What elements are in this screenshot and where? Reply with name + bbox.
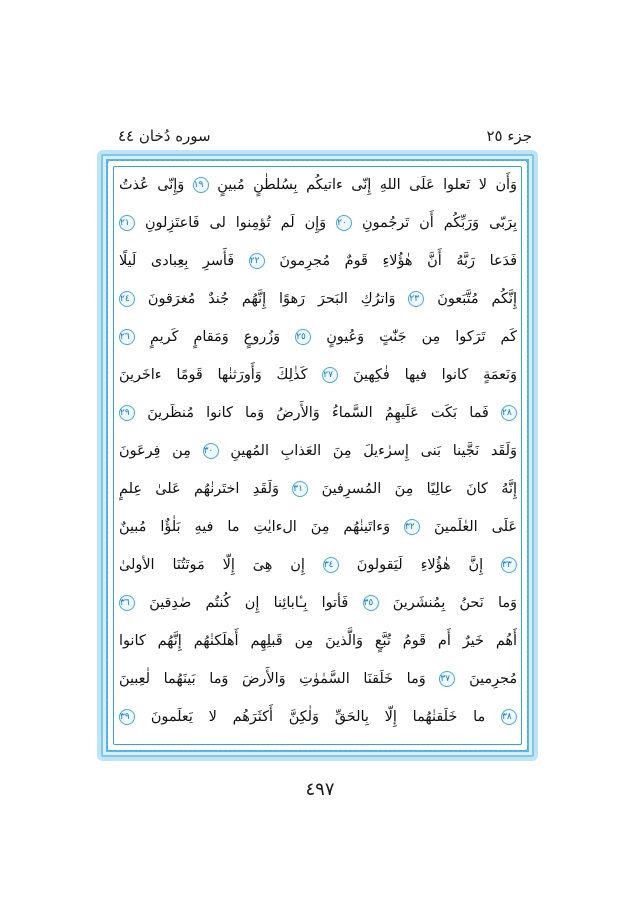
text-line <box>119 208 517 238</box>
text-line <box>119 512 517 542</box>
verse-text: وَأَن لا تَعلوا عَلَى اللهِ إِنّى ءاتيكُم بِسُلطٰنٍ مُبينٍ <box>217 177 517 193</box>
verse-text: وَما خَلَقنَا السَّمٰوٰتِ وَالأَرضَ وَما بَينَهُما لٰعِبينَ <box>119 671 426 687</box>
quran-text-panel <box>119 170 517 743</box>
ayah-marker: ٣٤ <box>323 557 339 573</box>
verse-text: وَنَعمَةٍ كانوا فيها فٰكِهينَ <box>353 367 517 383</box>
verse-text: كَذٰلِكَ وَأَورَثنٰها قَومًا ءاخَرينَ <box>119 367 308 383</box>
ayah-marker: ٣٥ <box>363 595 379 611</box>
verse-text: كَم تَرَكوا مِن جَنّٰتٍ وَعُيونٍ <box>326 329 517 345</box>
text-line <box>119 284 517 314</box>
ayah-marker: ٣٢ <box>404 519 420 535</box>
ayah-marker: ٢١ <box>119 215 135 231</box>
ayah-marker: ٢٦ <box>119 329 135 345</box>
ayah-marker: ٢٧ <box>322 367 338 383</box>
text-line <box>119 474 517 504</box>
ayah-marker: ٢٢ <box>249 253 265 269</box>
verse-text: مِن فِرعَونَ <box>119 443 191 459</box>
verse-text: إِن هِىَ إِلّا مَوتَتُنَا الأولىٰ <box>119 557 305 573</box>
page-number: ٤٩٧ <box>305 779 335 800</box>
ayah-marker: ٢٨ <box>501 405 517 421</box>
verse-text: إِنَّكُم مُتَّبَعونَ <box>437 291 517 307</box>
text-line <box>119 626 517 656</box>
verse-text: إِنَّهُ كانَ عالِيًا مِنَ المُسرِفينَ <box>321 481 517 497</box>
verse-text: فَدَعا رَبَّهُ أَنَّ هٰؤُلاءِ قَومٌ مُجرِمونَ <box>279 253 517 269</box>
ayah-marker: ٣٩ <box>119 709 135 725</box>
verse-text: وَءاتَينٰهُم مِنَ الءايٰتِ ما فيهِ بَلٰؤٌا مُبينٌ <box>119 519 391 535</box>
ayah-marker: ١٩ <box>193 177 209 193</box>
verse-text: بِرَبّى وَرَبِّكُم أَن تَرجُمونِ <box>362 215 517 231</box>
text-line <box>119 246 517 276</box>
ayah-marker: ٢٥ <box>295 329 311 345</box>
verse-text: مُجرِمينَ <box>469 671 517 687</box>
verse-text: وَاترُكِ البَحرَ رَهوًا إِنَّهُم جُندٌ مُغرَقونَ <box>147 291 396 307</box>
text-line <box>119 588 517 618</box>
ayah-marker: ٢٠ <box>336 215 352 231</box>
text-line <box>119 360 517 390</box>
text-line <box>119 550 517 580</box>
verse-text: وَلَقَدِ اختَرنٰهُم عَلىٰ عِلمٍ <box>119 481 279 497</box>
ayah-marker: ٣٣ <box>501 557 517 573</box>
ayah-marker: ٣٨ <box>501 709 517 725</box>
ayah-marker: ٣١ <box>292 481 308 497</box>
verse-text: وَلَقَد نَجَّينا بَنى إِسرٰءيلَ مِنَ العَذابِ المُهينِ <box>230 443 517 459</box>
text-line <box>119 322 517 352</box>
text-line <box>119 436 517 466</box>
verse-text: فَأتوا بِـٔابائِنا إِن كُنتُم صٰدِقينَ <box>149 595 349 611</box>
ayah-marker: ٢٤ <box>119 291 135 307</box>
verse-text: فَما بَكَت عَلَيهِمُ السَّماءُ وَالأَرضُ وَما كانوا مُنظَرينَ <box>147 405 489 421</box>
verse-text: إِنَّ هٰؤُلاءِ لَيَقولونَ <box>356 557 484 573</box>
ayah-marker: ٣٧ <box>439 671 455 687</box>
text-line <box>119 664 517 694</box>
juz-label: جزء ٢٥ <box>486 127 532 145</box>
surah-label: سوره دُخان ٤٤ <box>118 127 211 145</box>
ayah-marker: ٣٠ <box>203 443 219 459</box>
verse-text: فَأَسرِ بِعِبادى لَيلًا <box>119 253 235 269</box>
ayah-marker: ٢٣ <box>408 291 424 307</box>
ayah-marker: ٢٩ <box>119 405 135 421</box>
verse-text: وَما نَحنُ بِمُنشَرينَ <box>392 595 517 611</box>
verse-text: وَإِن لَم تُؤمِنوا لى فَاعتَزِلونِ <box>144 215 327 231</box>
verse-text: أَهُم خَيرٌ أَم قَومُ تُبَّعٍ وَالَّذينَ مِن قَبلِهِم أَهلَكنٰهُم إِنَّهُم كانوا <box>119 633 517 649</box>
text-line <box>119 398 517 428</box>
verse-text: وَإِنّى عُذتُ <box>119 177 185 193</box>
verse-text: ما خَلَقنٰهُما إِلّا بِالحَقِّ وَلٰكِنَّ أَكثَرَهُم لا يَعلَمونَ <box>150 709 486 725</box>
text-line <box>119 170 517 200</box>
text-line <box>119 702 517 732</box>
verse-text: وَزُروعٍ وَمَقامٍ كَريمٍ <box>150 329 281 345</box>
ayah-marker: ٣٦ <box>119 595 135 611</box>
verse-text: عَلَى العٰلَمينَ <box>433 519 517 535</box>
